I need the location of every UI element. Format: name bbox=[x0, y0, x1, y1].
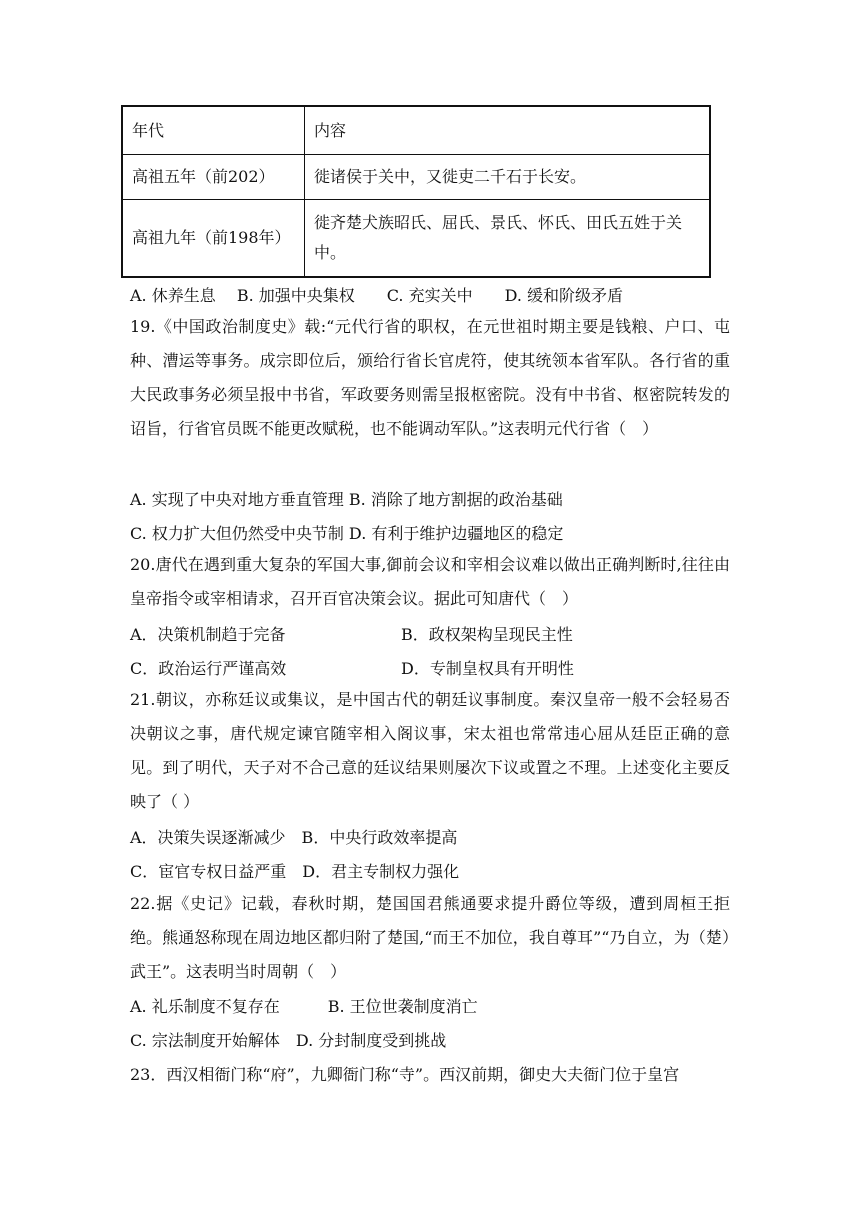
q18-options: A. 休养生息 B. 加强中央集权 C. 充实关中 D. 缓和阶级矛盾 bbox=[130, 286, 624, 305]
q22-options-line1: A. 礼乐制度不复存在 B. 王位世袭制度消亡 bbox=[130, 997, 478, 1016]
table-cell: 高祖五年（前202） bbox=[122, 155, 305, 200]
q19-stem: 19.《中国政治制度史》载:“元代行省的职权，在元世祖时期主要是钱粮、户口、屯种、漕运等事务。成宗即位后，颁给行省长官虎符，使其统领本省军队。各行省的重大民政事务必须呈报中书省，军政要务则需呈报枢密院。没有中书省、枢密院转发的诏旨，行省官员既不能更改赋税，也不能调动军队。”这表明元代行省（ ） bbox=[130, 317, 730, 438]
q22-stem: 22.据《史记》记载，春秋时期，楚国国君熊通要求提升爵位等级，遭到周桓王拒绝。熊通怒称现在周边地区都归附了楚国,“而王不加位，我自尊耳”“乃自立，为（楚）武王”。这表明当时周朝（ ） bbox=[130, 894, 730, 981]
q19-options-line1: A. 实现了中央对地方垂直管理 B. 消除了地方割据的政治基础 bbox=[130, 490, 563, 509]
table-cell: 徙齐楚犬族昭氏、屈氏、景氏、怀氏、田氏五姓于关中。 bbox=[305, 200, 711, 278]
q20-option-b: B．政权架构呈现民主性 bbox=[401, 625, 573, 644]
q21-stem: 21.朝议，亦称廷议或集议，是中国古代的朝廷议事制度。秦汉皇帝一般不会轻易否决朝议之事，唐代规定谏官随宰相入阁议事，宋太祖也常常违心屈从廷臣正确的意见。到了明代，天子对不合己意的廷议结果则屡次下议或置之不理。上述变化主要反映了（ ） bbox=[130, 690, 730, 811]
q23-stem: 23．西汉相衙门称“府”，九卿衙门称“寺”。西汉前期，御史大夫衙门位于皇宫 bbox=[130, 1065, 680, 1084]
q20-option-d: D．专制皇权具有开明性 bbox=[401, 659, 574, 678]
q21-options-line1: A．决策失误逐渐减少 B．中央行政效率提高 bbox=[130, 828, 458, 847]
table-header-cell: 内容 bbox=[305, 106, 711, 155]
table-header-row bbox=[122, 106, 710, 155]
table-header-cell: 年代 bbox=[122, 106, 305, 155]
q20-option-c: C．政治运行严谨高效 bbox=[130, 659, 287, 678]
info-table bbox=[121, 105, 711, 278]
table-cell: 徙诸侯于关中，又徙吏二千石于长安。 bbox=[305, 155, 711, 200]
q21-options-line2: C．宦官专权日益严重 D．君主专制权力强化 bbox=[130, 862, 460, 881]
q19-options-line2: C. 权力扩大但仍然受中央节制 D. 有利于维护边疆地区的稳定 bbox=[130, 524, 564, 543]
table-row bbox=[122, 200, 710, 278]
q22-options-line2: C. 宗法制度开始解体 D. 分封制度受到挑战 bbox=[130, 1031, 447, 1050]
q20-stem: 20.唐代在遇到重大复杂的军国大事,御前会议和宰相会议难以做出正确判断时,往往由皇帝指令或宰相请求，召开百官决策会议。据此可知唐代（ ） bbox=[130, 555, 730, 608]
table-cell: 高祖九年（前198年） bbox=[122, 200, 305, 278]
q20-option-a: A．决策机制趋于完备 bbox=[130, 625, 286, 644]
table-row bbox=[122, 155, 710, 200]
